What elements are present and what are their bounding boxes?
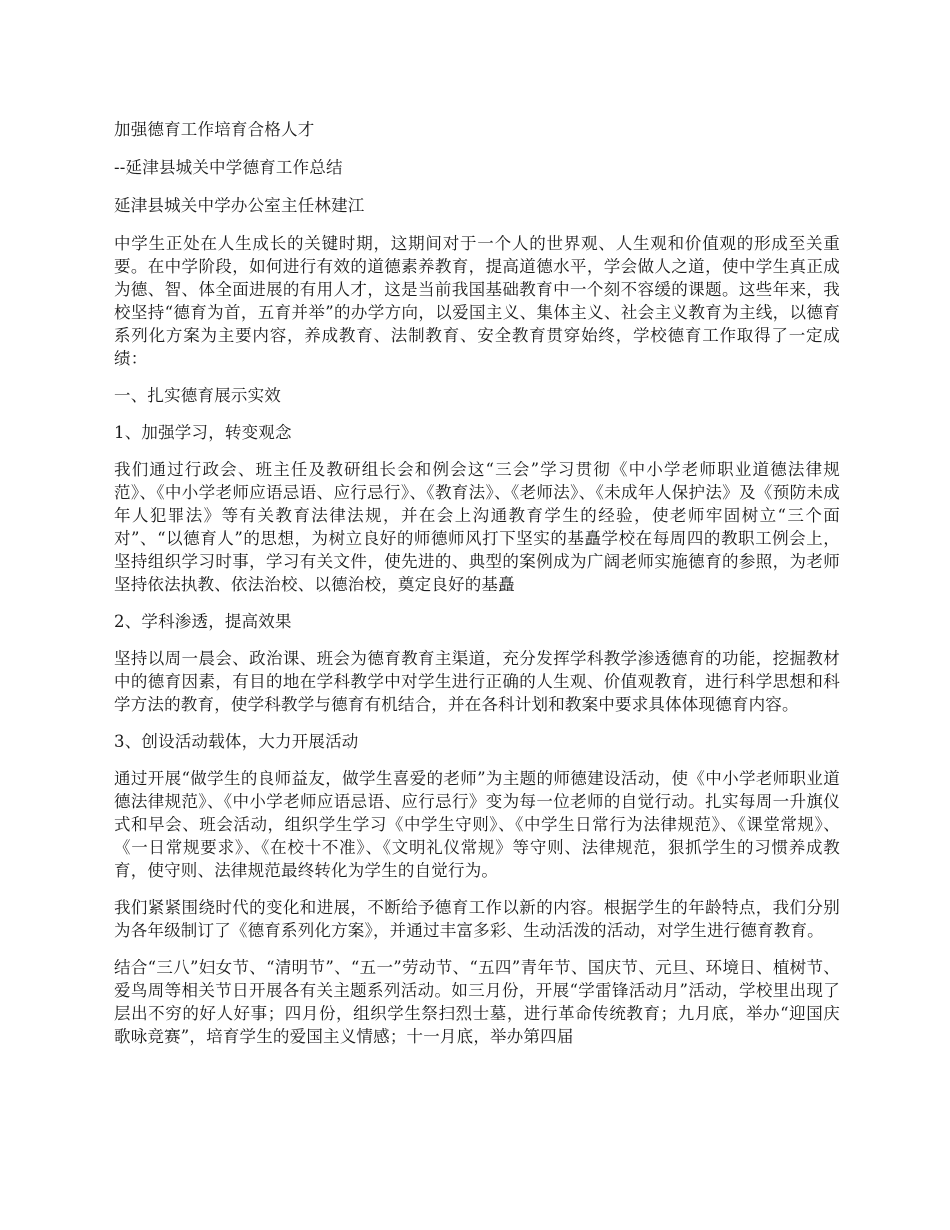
body-paragraph: 结合“三八”妇女节、“清明节”、“五一”劳动节、“五四”青年节、国庆节、元旦、环境日、植树节、爱鸟周等相关节日开展各有关主题系列活动。如三月份，开展“学雷锋活动月”活动，学校里出现了层出不穷的好人好事；四月份，组织学生祭扫烈士墓，进行革命传统教育；九月底，举办“迎国庆歌咏竞赛”，培育学生的爱国主义情感；十一月底，举办第四届 (114, 958, 840, 1046)
subsection-heading: 1、加强学习，转变观念 (114, 423, 292, 442)
subsection-heading: 3、创设活动载体，大力开展活动 (114, 732, 359, 751)
body-paragraph: 我们通过行政会、班主任及教研组长会和例会这“三会”学习贯彻《中小学老师职业道德法律规范》、《中小学老师应语忌语、应行忌行》、《教育法》、《老师法》、《未成年人保护法》及《预防未成年人犯罪法》等有关教育法律法规，并在会上沟通教育学生的经验，使老师牢固树立“三个面对”、“以德育人”的思想，为树立良好的师德师风打下坚实的基矗学校在每周四的教职工例会上，坚持组织学习时事，学习有关文件，使先进的、典型的案例成为广阔老师实施德育的参照，为老师坚持依法执教、依法治校、以德治校，奠定良好的基矗 (114, 460, 840, 594)
section-heading: 一、扎实德育展示实效 (114, 386, 281, 405)
document-author: 延津县城关中学办公室主任林建江 (114, 196, 365, 215)
document-subtitle: --延津县城关中学德育工作总结 (114, 158, 343, 177)
body-paragraph: 我们紧紧围绕时代的变化和进展，不断给予德育工作以新的内容。根据学生的年龄特点，我们分别为各年级制订了《德育系列化方案》，并通过丰富多彩、生动活泼的活动，对学生进行德育教育。 (114, 898, 840, 940)
document-page (114, 118, 840, 1062)
intro-paragraph: 中学生正处在人生成长的关键时期，这期间对于一个人的世界观、人生观和价值观的形成至关重要。在中学阶段，如何进行有效的道德素养教育，提高道德水平，学会做人之道，使中学生真正成为德、智、体全面进展的有用人才，这是当前我国基础教育中一个刻不容缓的课题。这些年来，我校坚持“德育为首，五育并举”的办学方向，以爱国主义、集体主义、社会主义教育为主线，以德育系列化方案为主要内容，养成教育、法制教育、安全教育贯穿始终，学校德育工作取得了一定成绩： (114, 234, 840, 368)
body-paragraph: 通过开展“做学生的良师益友，做学生喜爱的老师”为主题的师德建设活动，使《中小学老师职业道德法律规范》、《中小学老师应语忌语、应行忌行》变为每一位老师的自觉行动。扎实每周一升旗仪式和早会、班会活动，组织学生学习《中学生守则》、《中学生日常行为法律规范》、《课堂常规》、《一日常规要求》、《在校十不准》、《文明礼仪常规》等守则、法律规范，狠抓学生的习惯养成教育，使守则、法律规范最终转化为学生的自觉行为。 (114, 769, 840, 880)
subsection-heading: 2、学科渗透，提高效果 (114, 612, 292, 631)
body-paragraph: 坚持以周一晨会、政治课、班会为德育教育主渠道，充分发挥学科教学渗透德育的功能，挖掘教材中的德育因素，有目的地在学科教学中对学生进行正确的人生观、价值观教育，进行科学思想和科学方法的教育，使学科教学与德育有机结合，并在各科计划和教案中要求具体体现德育内容。 (114, 649, 840, 714)
document-title: 加强德育工作培育合格人才 (114, 120, 315, 139)
